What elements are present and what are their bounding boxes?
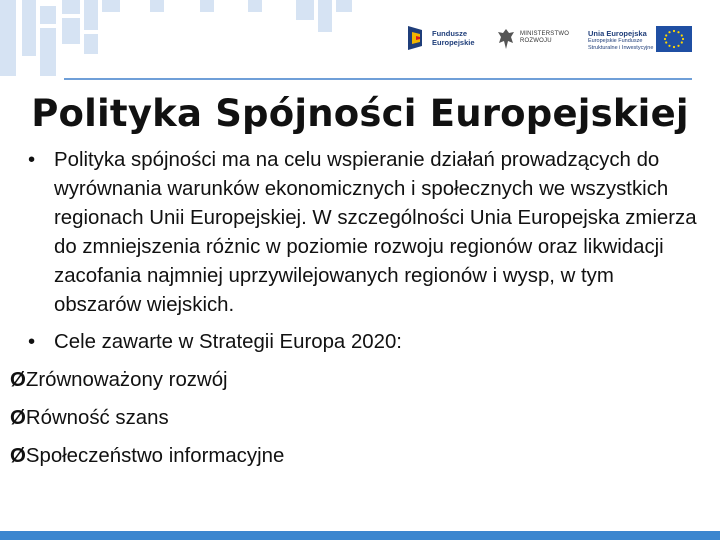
ministry-logo-text bbox=[520, 31, 569, 45]
ue-logo-text bbox=[588, 29, 653, 52]
ue-title: Unia Europejska bbox=[588, 29, 647, 38]
slide-title: Polityka Spójności Europejskiej bbox=[31, 92, 689, 135]
ue-sub1: Europejskie Fundusze bbox=[588, 38, 643, 44]
fe-line2: Europejskie bbox=[432, 38, 475, 47]
bullet-marker: • bbox=[28, 331, 36, 353]
arrow-marker-icon: Ø bbox=[10, 445, 26, 467]
fe-line1: Fundusze bbox=[432, 29, 467, 38]
ue-sub2: Strukturalne i Inwestycyjne bbox=[588, 45, 654, 51]
bottom-accent-bar bbox=[0, 531, 720, 540]
eu-flag-icon bbox=[656, 26, 692, 52]
ministry-line2: ROZWOJU bbox=[520, 38, 552, 44]
eagle-emblem-icon bbox=[496, 27, 516, 51]
goal-item bbox=[10, 442, 698, 471]
fundusze-logo-text bbox=[432, 29, 475, 47]
goal-item bbox=[10, 366, 698, 395]
bullet-item bbox=[28, 328, 698, 357]
header-divider bbox=[64, 78, 692, 80]
bullet-text-goals: Cele zawarte w Strategii Europa 2020: bbox=[54, 331, 402, 353]
bullet-marker: • bbox=[28, 149, 36, 171]
bullet-text-cohesion: Polityka spójności ma na celu wspieranie działań prowadzących do wyrównania warunków ekonomicznych i społecznych we wszystkich regionach Unii Europejskiej. W szczególności Unia Europejska zmierza do zmniejszenia różnic w poziomie rozwoju regionów oraz likwidacji zacofania najmniej uprzywilejowanych regionów i wysp, w tym obszarów wiejskich. bbox=[54, 149, 697, 316]
goal-text: Zrównoważony rozwój bbox=[25, 369, 228, 391]
bullet-item bbox=[28, 146, 698, 320]
arrow-marker-icon: Ø bbox=[10, 369, 26, 391]
slide-body bbox=[10, 146, 698, 471]
fundusze-europejskie-logo-icon bbox=[408, 26, 428, 50]
decorative-squares bbox=[0, 0, 360, 80]
arrow-marker-icon: Ø bbox=[10, 407, 26, 429]
ministry-line1: MINISTERSTWO bbox=[520, 31, 570, 37]
goal-text: Równość szans bbox=[25, 407, 169, 429]
goal-text: Społeczeństwo informacyjne bbox=[25, 445, 285, 467]
goal-item bbox=[10, 404, 698, 433]
logo-bar bbox=[408, 20, 698, 60]
